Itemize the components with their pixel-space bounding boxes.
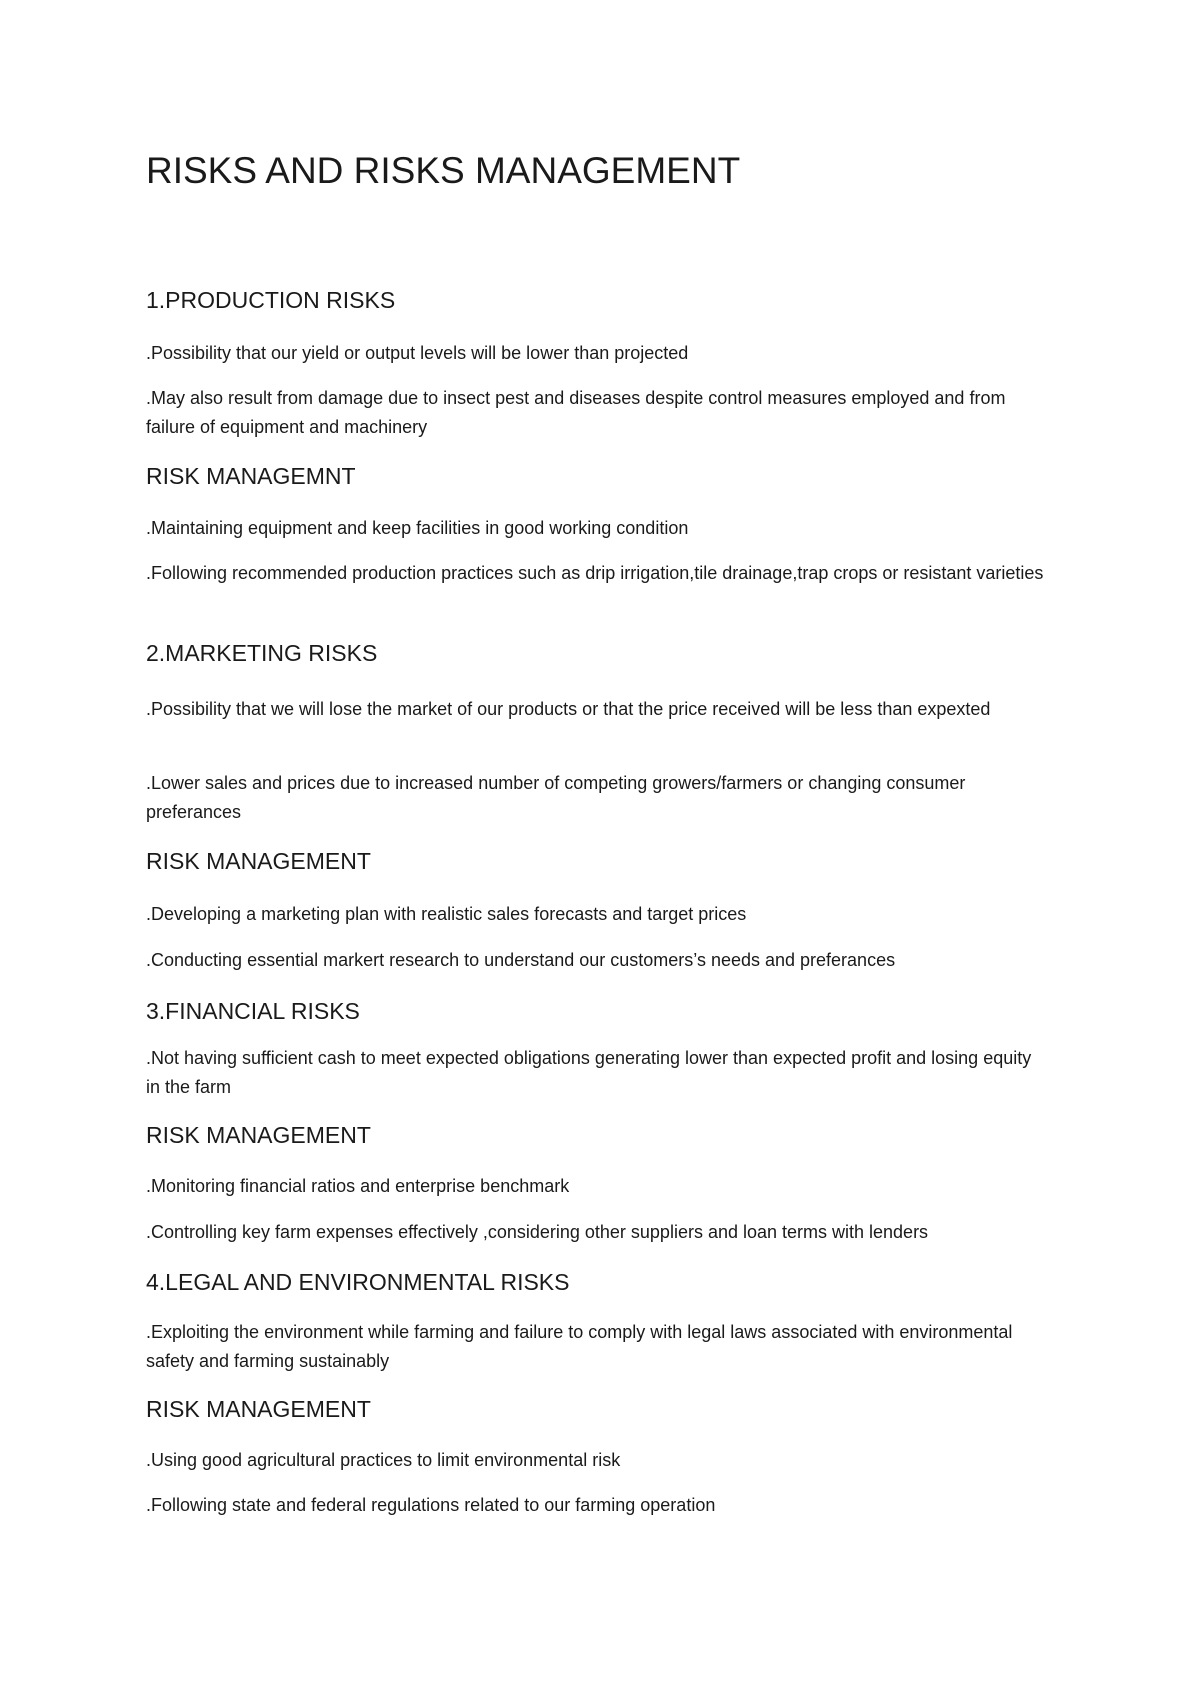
- section-heading-marketing-risks: 2.MARKETING RISKS: [146, 640, 378, 666]
- financial-risk-item: .Not having sufficient cash to meet expected obligations generating lower than expected profit and losing equity in the farm: [146, 1048, 1032, 1097]
- production-management-heading: RISK MANAGEMNT: [146, 463, 356, 489]
- financial-management-item: .Controlling key farm expenses effectively ,considering other suppliers and loan terms with lenders: [146, 1222, 929, 1242]
- marketing-management-item: .Conducting essential markert research to understand our customers’s needs and preferances: [146, 950, 896, 970]
- document-title: RISKS AND RISKS MANAGEMENT: [146, 150, 741, 191]
- production-risk-item: .May also result from damage due to insect pest and diseases despite control measures employed and from failure of equipment and machinery: [146, 388, 1006, 437]
- marketing-management-item: .Developing a marketing plan with realistic sales forecasts and target prices: [146, 904, 747, 924]
- marketing-risk-item: .Lower sales and prices due to increased number of competing growers/farmers or changing consumer preferances: [146, 773, 966, 822]
- section-heading-financial-risks: 3.FINANCIAL RISKS: [146, 998, 360, 1024]
- production-management-item: .Maintaining equipment and keep facilities in good working condition: [146, 518, 689, 538]
- production-management-item: .Following recommended production practices such as drip irrigation,tile drainage,trap crops or resistant varieties: [146, 563, 1044, 583]
- marketing-risk-item: .Possibility that we will lose the market of our products or that the price received will be less than expexted: [146, 699, 991, 719]
- legal-environmental-management-item: .Following state and federal regulations related to our farming operation: [146, 1495, 716, 1515]
- financial-management-item: .Monitoring financial ratios and enterprise benchmark: [146, 1176, 570, 1196]
- legal-environmental-management-heading: RISK MANAGEMENT: [146, 1396, 371, 1422]
- section-heading-legal-environmental-risks: 4.LEGAL AND ENVIRONMENTAL RISKS: [146, 1269, 570, 1295]
- legal-environmental-management-item: .Using good agricultural practices to limit environmental risk: [146, 1450, 621, 1470]
- production-risk-item: .Possibility that our yield or output levels will be lower than projected: [146, 343, 689, 363]
- marketing-management-heading: RISK MANAGEMENT: [146, 848, 371, 874]
- section-heading-production-risks: 1.PRODUCTION RISKS: [146, 287, 396, 313]
- legal-environmental-risk-item: .Exploiting the environment while farming and failure to comply with legal laws associated with environmental safety and farming sustainably: [146, 1322, 1013, 1371]
- financial-management-heading: RISK MANAGEMENT: [146, 1122, 371, 1148]
